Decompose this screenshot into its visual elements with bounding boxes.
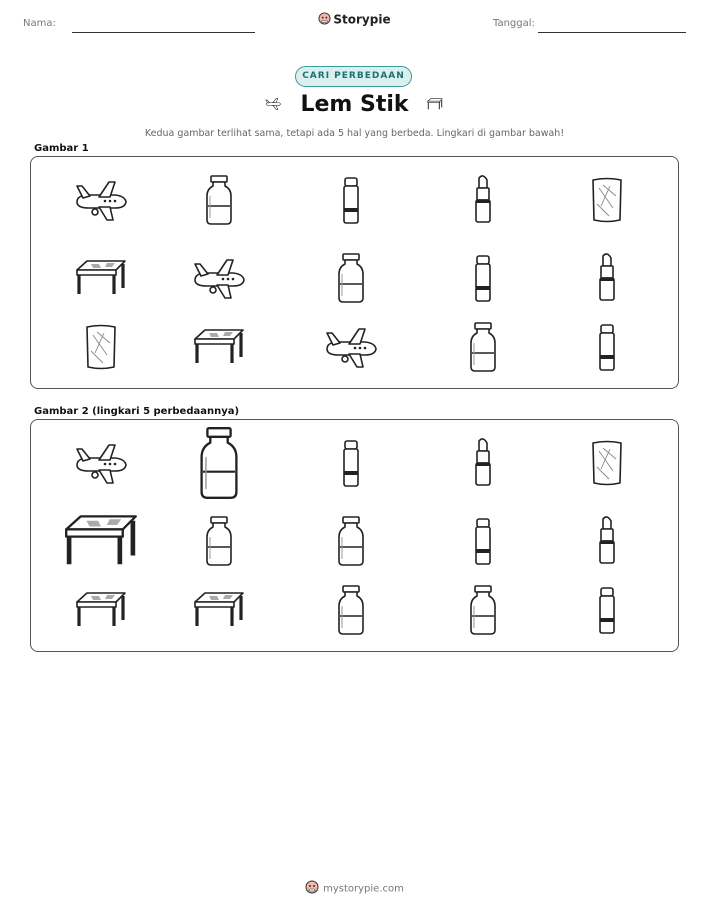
instructions-text: Kedua gambar terlihat sama, tetapi ada 5 hal yang berbeda. Lingkari di gambar bawah! (144, 128, 565, 139)
table-icon (419, 92, 451, 120)
storypie-mascot-icon (305, 880, 319, 897)
jar-icon[interactable] (184, 433, 254, 493)
picture1-label: Gambar 1 (34, 143, 89, 154)
brand-name: Storypie (333, 12, 391, 27)
glue-stick-icon[interactable] (316, 170, 386, 230)
jar-icon[interactable] (448, 580, 518, 640)
storypie-mascot-icon (318, 12, 331, 28)
glue-stick-icon[interactable] (572, 317, 642, 377)
glue-stick-icon[interactable] (448, 511, 518, 571)
table-icon[interactable] (66, 248, 136, 308)
brand-logo (0, 12, 709, 28)
picture1-panel (30, 156, 679, 389)
jar-icon[interactable] (316, 248, 386, 308)
plastic-bag-icon[interactable] (66, 317, 136, 377)
jar-icon[interactable] (316, 511, 386, 571)
plastic-bag-icon[interactable] (572, 433, 642, 493)
date-label: Tanggal: (493, 18, 535, 29)
glue-stick-icon[interactable] (448, 248, 518, 308)
picture2-grid (31, 420, 678, 651)
airplane-icon[interactable] (316, 317, 386, 377)
footer-url: mystorypie.com (323, 883, 404, 895)
glue-stick-icon[interactable] (316, 433, 386, 493)
table-icon[interactable] (66, 580, 136, 640)
picture2-panel (30, 419, 679, 652)
page-title: Lem Stik (300, 92, 409, 117)
airplane-icon[interactable] (66, 170, 136, 230)
date-line[interactable] (538, 32, 686, 33)
lipstick-icon[interactable] (572, 511, 642, 571)
lipstick-icon[interactable] (448, 433, 518, 493)
jar-icon[interactable] (184, 511, 254, 571)
name-line[interactable] (72, 32, 255, 33)
lipstick-icon[interactable] (572, 248, 642, 308)
glue-stick-icon[interactable] (572, 580, 642, 640)
lipstick-icon[interactable] (448, 170, 518, 230)
activity-badge: CARI PERBEDAAN (295, 66, 412, 87)
airplane-icon[interactable] (66, 433, 136, 493)
table-icon[interactable] (184, 317, 254, 377)
jar-icon[interactable] (316, 580, 386, 640)
picture2-label: Gambar 2 (lingkari 5 perbedaannya) (34, 406, 240, 417)
jar-icon[interactable] (184, 170, 254, 230)
plastic-bag-icon[interactable] (572, 170, 642, 230)
footer (0, 880, 709, 897)
table-icon[interactable] (66, 511, 136, 571)
jar-icon[interactable] (448, 317, 518, 377)
airplane-icon[interactable] (184, 248, 254, 308)
table-icon[interactable] (184, 580, 254, 640)
name-label: Nama: (23, 18, 56, 29)
picture1-grid (31, 157, 678, 388)
